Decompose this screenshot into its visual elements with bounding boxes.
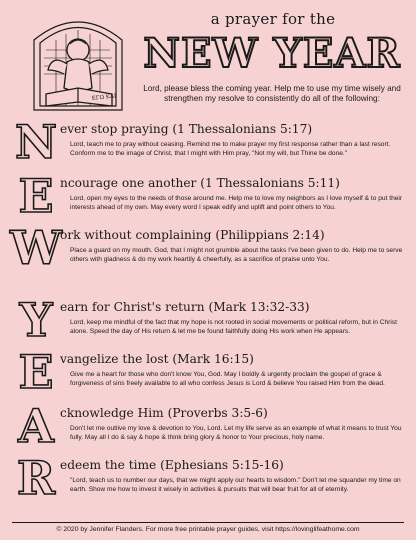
drop-letter: A	[18, 399, 54, 453]
section-heading: cknowledge Him (Proverbs 3:5-6)	[60, 406, 268, 420]
drop-letter: Y	[19, 293, 53, 347]
drop-letter: N	[14, 115, 58, 169]
section-body: Place a guard on my mouth. God, that I might not grumble about the tasks I've been given to do. Help me to serve others with gladness & do my work heartily & cheerfully, as a sacrifice of praise unto You.	[70, 247, 403, 263]
section-heading: earn for Christ's return (Mark 13:32-33)	[60, 300, 310, 314]
drop-letter: E	[18, 345, 54, 399]
cherub-badge-illustration	[26, 10, 130, 120]
book-label: ΕΓΩ ΚΑΙ	[91, 93, 117, 102]
section-body: Lord, open my eyes to the needs of those around me. Help me to love my neighbors as I love myself & to put their interests ahead of my own. May every word I speak edify and uplift and point others to You.	[70, 195, 403, 211]
section-heading: ncourage one another (1 Thessalonians 5:11)	[60, 176, 340, 190]
page-title: NEW YEAR	[143, 30, 401, 77]
section-body: "Lord, teach us to number our days, that we might apply our hearts to wisdom." Don't let me squander my time on earth. Show me how to invest it wisely in activities & pursuits that will bear fruit for all of eternity.	[70, 477, 401, 493]
drop-letter: E	[18, 169, 54, 223]
section-heading: ork without complaining (Philippians 2:14)	[60, 228, 325, 242]
section-heading: vangelize the lost (Mark 16:15)	[60, 352, 254, 366]
section-body: Don't let me outlive my love & devotion to You, Lord. Let my life serve as an example of what it means to trust You fully. May all I do & say & hope & think bring glory & honor to Your precious, holy name.	[70, 425, 402, 441]
section-body: Lord, teach me to pray without ceasing. Remind me to make prayer my first response rather than a last resort. Conform me to the image of Christ, that I might with Him pray, "Not my will, but Thine be done."	[70, 141, 391, 157]
footer-text: © 2020 by Jennifer Flanders. For more free printable prayer guides, visit https://lovinglifeathome.com	[56, 526, 360, 533]
drop-letter: R	[16, 451, 56, 505]
section-heading: edeem the time (Ephesians 5:15-16)	[60, 458, 284, 472]
intro-text: Lord, please bless the coming year. Help me to use my time wisely and strengthen my resolve to consistently do all of the following:	[143, 84, 401, 103]
section-body: Give me a heart for those who don't know You, God. May I boldly & urgently proclaim the gospel of grace & forgiveness of sins freely available to all who confess Jesus is Lord & believe You raised Him from the dead.	[70, 371, 385, 387]
section-body: Lord, keep me mindful of the fact that my hope is not rooted in social movements or political reform, but in Christ alone. Speed the day of His return & let me be found faithfully doing His work when He appears.	[70, 319, 397, 335]
footer-divider	[12, 522, 404, 523]
pre-title: a prayer for the	[210, 10, 336, 28]
drop-letter: W	[10, 221, 62, 275]
section-heading: ever stop praying (1 Thessalonians 5:17)	[60, 122, 313, 136]
